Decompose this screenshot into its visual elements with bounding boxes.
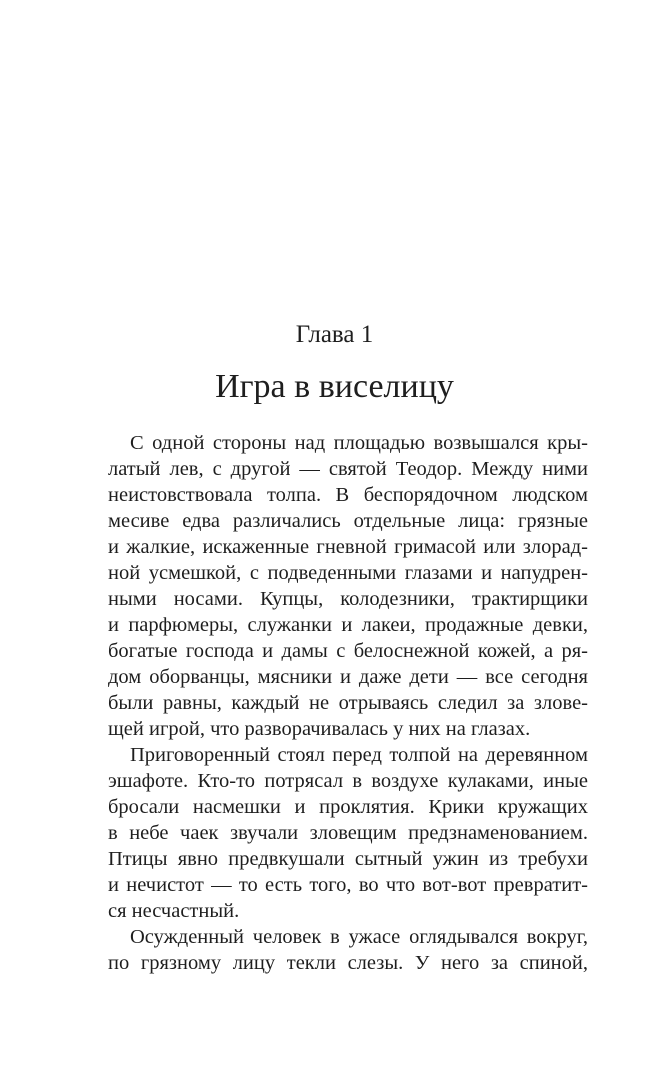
text-line: и парфюмеры, служанки и лакеи, продажные девки, <box>108 614 588 636</box>
text-line: в небе чаек звучали зловещим предзнаменованием. <box>108 822 588 844</box>
text-line: бросали насмешки и проклятия. Крики кружащих <box>108 796 588 818</box>
chapter-title: Игра в виселицу <box>215 368 454 405</box>
text-line: месиве едва различались отдельные лица: грязные <box>108 510 588 532</box>
text-line: эшафоте. Кто-то потрясал в воздухе кулаками, иные <box>108 770 588 792</box>
text-line: Осужденный человек в ужасе оглядывался вокруг, <box>130 926 588 948</box>
text-line: щей игрой, что разворачивалась у них на глазах. <box>108 718 531 740</box>
text-line: латый лев, с другой — святой Теодор. Между ними <box>108 458 588 480</box>
chapter-number: Глава 1 <box>295 321 374 348</box>
text-line: богатые господа и дамы с белоснежной кожей, а ря- <box>108 640 588 662</box>
text-line: С одной стороны над площадью возвышался кры- <box>130 432 588 454</box>
text-line: Птицы явно предвкушали сытный ужин из требухи <box>108 848 588 870</box>
text-line: ся несчастный. <box>108 900 240 922</box>
text-line: и жалкие, искаженные гневной гримасой или злорад- <box>108 536 588 558</box>
text-line: и нечистот — то есть того, во что вот-вот превратит- <box>108 874 588 896</box>
body-text <box>108 430 588 976</box>
text-line: дом оборванцы, мясники и даже дети — все сегодня <box>108 666 588 688</box>
text-line: ной усмешкой, с подведенными глазами и напудрен- <box>108 562 588 584</box>
text-line: по грязному лицу текли слезы. У него за спиной, <box>108 952 588 974</box>
text-line: Приговоренный стоял перед толпой на деревянном <box>130 744 588 766</box>
text-line: были равны, каждый не отрываясь следил за злове- <box>108 692 588 714</box>
text-line: ными носами. Купцы, колодезники, трактирщики <box>108 588 588 610</box>
text-line: неистовствовала толпа. В беспорядочном людском <box>108 484 588 506</box>
